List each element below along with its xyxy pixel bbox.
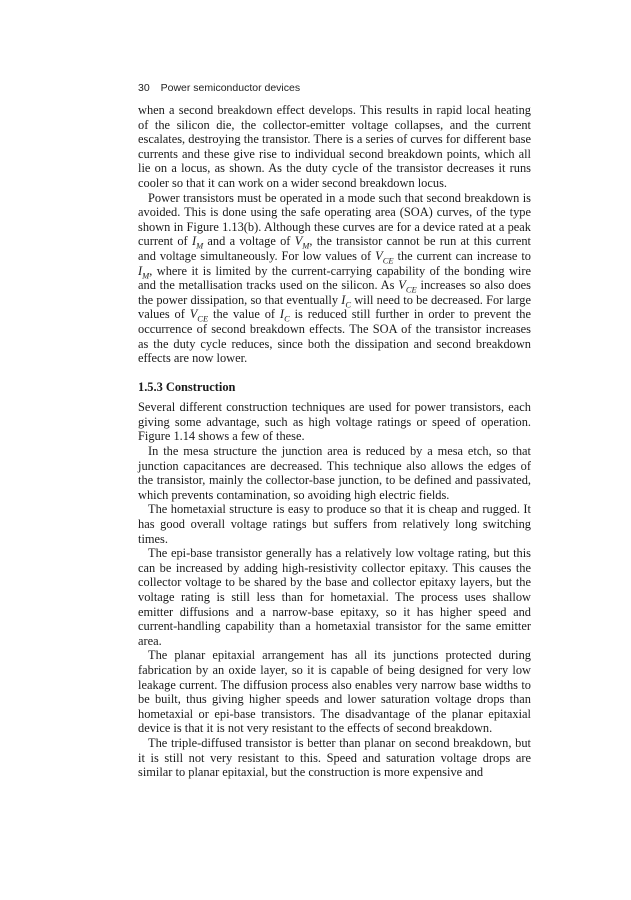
paragraph-continued: when a second breakdown effect develops. This results in rapid local heating of the silicon die, the collector-emitter voltage collapses, and the current escalates, destroying the transistor. There is a series of curves for different base currents and these give rise to individual second breakdown points, which all lie on a locus, as shown. As the duty cycle of the transistor decreases it runs cooler so that it can work on a wider second breakdown locus. — [138, 103, 531, 190]
symbol-subscript: CE — [405, 284, 417, 295]
symbol-subscript: CE — [382, 255, 394, 266]
text-run: and a voltage of — [203, 234, 295, 249]
text-run: the current can increase to — [393, 248, 531, 263]
paragraph-planar-epitaxial: The planar epitaxial arrangement has all its junctions protected during fabrication by an oxide layer, so it is capable of being designed for very low leakage current. The diffusion process also enables very narrow base widths to be built, thus giving higher speeds and lower saturation voltage drops than hometaxial or epi-base transistors. The disadvantage of the planar epitaxial device is that it is not very resistant to the effects of second breakdown. — [138, 648, 531, 736]
symbol-subscript: C — [345, 299, 352, 310]
symbol-vce — [398, 278, 417, 295]
body-text — [138, 103, 531, 780]
text-run: , where it is limited by the current-carrying capability of the bonding wire and the metallisation tracks used on the silicon. As — [138, 263, 531, 293]
symbol-letter: I — [138, 263, 143, 278]
symbol-im — [138, 264, 149, 278]
symbol-ic — [279, 307, 290, 324]
paragraph-mesa: In the mesa structure the junction area is reduced by a mesa etch, so that junction capacitances are decreased. This technique also allows the edges of the transistor, mainly the collector-base junction, to be defined and passivated, which prevents contamination, so avoiding high electric fields. — [138, 444, 531, 502]
text-run: increases so also does the power dissipation, so that eventually — [138, 278, 531, 307]
symbol-letter: V — [189, 307, 198, 322]
symbol-subscript: C — [284, 313, 290, 324]
paragraph-hometaxial: The hometaxial structure is easy to produce so that it is cheap and rugged. It has good overall voltage ratings but suffers from relatively long switching times. — [138, 502, 531, 546]
running-header — [138, 82, 300, 94]
symbol-letter: V — [398, 278, 406, 293]
symbol-subscript: CE — [197, 313, 209, 324]
page-number: 30 — [138, 82, 150, 94]
symbol-letter: I — [341, 292, 346, 307]
paragraph-soa — [138, 191, 531, 366]
symbol-letter: V — [294, 234, 303, 249]
text-run: Power transistors must be operated in a mode such that second breakdown is avoided. This is done using the safe operating area (SOA) curves, of the type shown in Figure 1.13(b). Although these curves are for a device rated at a peak current of — [138, 190, 531, 249]
symbol-subscript: M — [142, 270, 150, 280]
text-run: will need to be decreased. For large values of — [138, 292, 532, 322]
symbol-letter: I — [279, 307, 285, 322]
section-heading: 1.5.3 Construction — [138, 379, 236, 394]
running-title: Power semiconductor devices — [160, 82, 301, 94]
symbol-vce — [375, 248, 394, 266]
paragraph-triple-diffused: The triple-diffused transistor is better than planar on second breakdown, but it is still not very resistant to this. Speed and saturation voltage drops are similar to planar epitaxial, but the construction is more expensive and — [138, 735, 531, 780]
symbol-subscript: M — [302, 240, 310, 251]
symbol-letter: V — [375, 248, 383, 263]
text-run: the value of — [208, 307, 280, 322]
symbol-letter: I — [191, 234, 197, 249]
paragraph-construction-intro: Several different construction techniques are used for power transistors, each giving some advantage, such as high voltage ratings or speed of operation. Figure 1.14 shows a few of these. — [138, 400, 531, 444]
symbol-vm — [294, 234, 310, 251]
symbol-subscript: M — [196, 240, 204, 251]
symbol-vce — [189, 307, 209, 324]
symbol-im — [191, 234, 204, 251]
text-run: is reduced still further in order to prevent the occurrence of second breakdown effects. The SOA of the transistor increases as the duty cycle reduces, since both the dissipation and second breakdown effects are now lower. — [138, 307, 532, 366]
symbol-ic — [341, 292, 352, 310]
paragraph-epi-base: The epi-base transistor generally has a relatively low voltage rating, but this can be increased by adding high-resistivity collector epitaxy. This causes the collector voltage to be shared by the base and collector epitaxy layers, but the voltage rating is still less than for hometaxial. The process uses shallow emitter diffusions and a narrow-base epitaxy, so it has higher speed and current-handling capability than a hometaxial transistor for the same emitter area. — [138, 546, 531, 648]
text-run: , the transistor cannot be run at this current and voltage simultaneously. For low values of — [138, 234, 531, 263]
